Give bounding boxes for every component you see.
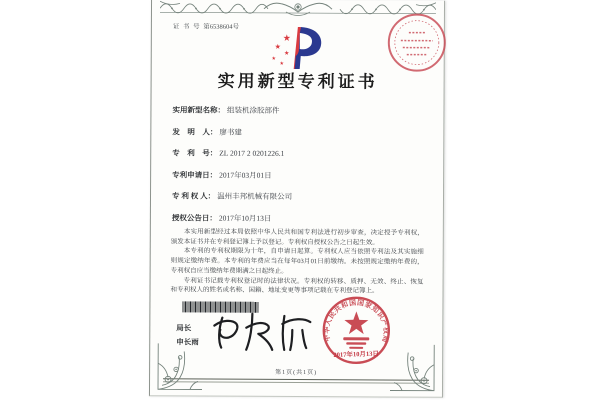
svg-text:★: ★ <box>284 49 290 57</box>
svg-text:★: ★ <box>274 42 281 51</box>
body-paragraph-3: 专利证书记载专利权登记时的法律状况。专利权的转移、质押、无效、终止、恢复和专利权人的姓名或名称、国籍、地址变更等事项记载在专利登记簿上。 <box>170 276 424 295</box>
bottom-border-line <box>163 378 429 383</box>
director-name-label: 申长雨 <box>176 337 199 347</box>
field-value: 2017年10月13日 <box>218 213 272 223</box>
svg-text:★: ★ <box>271 55 276 62</box>
director-block <box>176 321 199 349</box>
field-label: 发 明 人： <box>172 126 218 137</box>
field-label: 专 利 号： <box>172 148 218 158</box>
director-title-label: 局长 <box>176 323 192 333</box>
svg-text:★: ★ <box>279 60 284 67</box>
field-utility-model-name <box>172 104 426 127</box>
field-label: 专利申请日： <box>172 170 218 180</box>
svg-text:★: ★ <box>282 33 291 44</box>
certificate-paper <box>149 0 445 398</box>
field-value: ZL 2017 2 0201226.1 <box>219 148 285 159</box>
director-signature-icon <box>208 308 318 357</box>
field-application-date <box>172 169 426 192</box>
field-patentee <box>172 191 426 214</box>
field-value: 组装机涂胶部件 <box>226 105 280 115</box>
field-inventor <box>172 126 426 149</box>
page-number: 第1页(共1页) <box>275 369 318 377</box>
field-patent-number <box>172 148 426 171</box>
legal-body-text <box>170 227 423 296</box>
certificate-title: 实用新型专利证书 <box>217 71 378 92</box>
certificate-number <box>173 21 239 30</box>
certificate-fields <box>172 104 427 235</box>
seal-date: 2017年10月13日 <box>333 350 380 359</box>
body-paragraph-1: 本实用新型经过本局依照中华人民共和国专利法进行初步审查，决定授予专利权，颁发本证书并在专利登记簿上予以登记。专利权自授权公告之日起生效。 <box>170 228 424 247</box>
field-value: 2017年03月01日 <box>219 170 272 180</box>
field-value: 温州丰邦机械有限公司 <box>217 191 293 202</box>
agency-stamp-icon <box>385 10 449 74</box>
body-paragraph-2: 本专利的专利权期限为十年，自申请日起算。专利权人应当依照专利法及其实施细则规定缴纳年费。本专利的年费应当在每年03月01日前缴纳。未按照规定缴纳年费的，专利权自应当缴纳年费期满之日起终止。 <box>170 247 424 275</box>
certificate-number-label: 证 书 号 <box>172 23 201 31</box>
field-label: 实用新型名称： <box>172 105 225 115</box>
field-label: 授权公告日： <box>171 213 217 223</box>
certificate-number-value: 第6538604号 <box>203 23 240 31</box>
field-label: 专 利 权 人： <box>171 191 216 201</box>
field-value: 廖书建 <box>219 127 242 137</box>
seal-ring-text: 中华人民共和国国家知识产权局 <box>322 298 390 344</box>
patent-office-logo-icon <box>265 25 329 71</box>
